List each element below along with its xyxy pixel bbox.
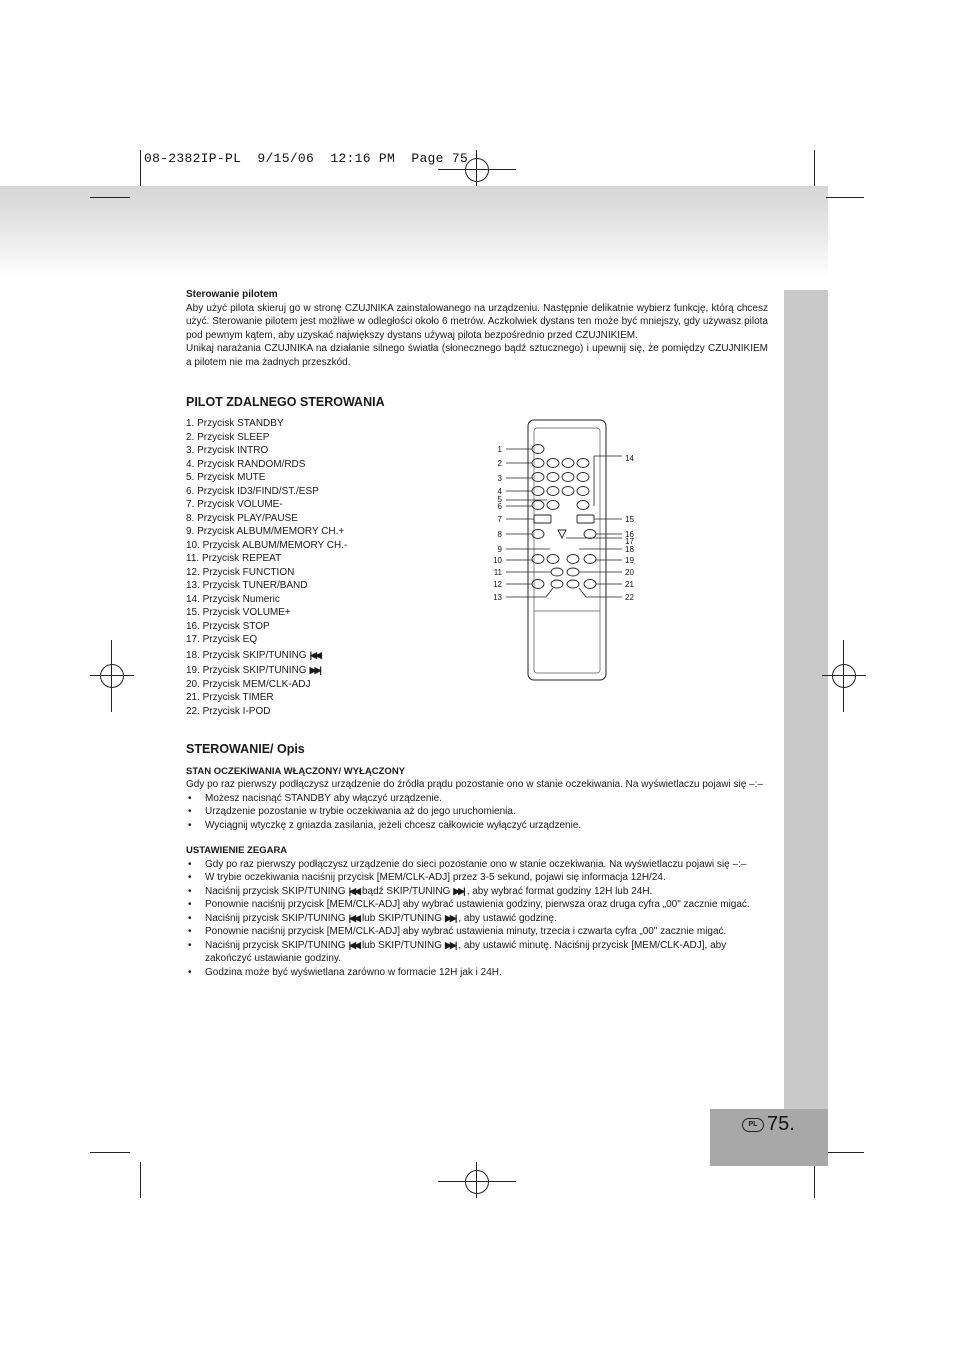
bullet-text: Naciśnij przycisk SKIP/TUNING <box>205 912 346 924</box>
list-item: 10. Przycisk ALBUM/MEMORY CH.- <box>186 539 348 551</box>
list-item: 21. Przycisk TIMER <box>186 692 274 703</box>
diagram-label: 8 <box>497 530 502 539</box>
registration-mark <box>832 664 856 688</box>
list-item: 5. Przycisk MUTE <box>186 472 266 483</box>
bullet-text: Naciśnij przycisk SKIP/TUNING <box>205 939 346 951</box>
diagram-label: 4 <box>497 487 502 496</box>
skip-forward-icon: ▶▶| <box>444 939 456 950</box>
page-number: 75. <box>767 1113 795 1135</box>
list-item: 15. Przycisk VOLUME+ <box>186 607 291 618</box>
crop-mark <box>438 1181 516 1182</box>
list-item: 6. Przycisk ID3/FIND/ST./ESP <box>186 485 319 497</box>
bullet-text: bądź SKIP/TUNING <box>361 885 451 897</box>
diagram-label: 3 <box>497 474 502 483</box>
diagram-label: 14 <box>625 454 634 463</box>
remote-diagram <box>486 418 646 683</box>
crop-mark <box>438 169 516 170</box>
skip-back-icon: |◀◀ <box>348 939 359 950</box>
diagram-label: 22 <box>625 593 634 602</box>
skip-back-icon: |◀◀ <box>348 885 359 896</box>
bullet-text: lub SKIP/TUNING <box>361 939 442 951</box>
header-band <box>0 186 828 278</box>
crop-mark <box>476 150 477 186</box>
crop-mark <box>843 640 844 712</box>
skip-back-icon: |◀◀ <box>348 912 359 923</box>
print-slug: 08-2382IP-PL 9/15/06 12:16 PM Page 75 <box>144 151 469 166</box>
intro-paragraph: Aby użyć pilota skieruj go w stronę CZUJNIKA zainstalowanego na urządzeniu. Następnie delikatnie wybierz funkcję, którą chcesz użyć. Sterowanie pilotem jest możliwe w odległości około 6 metrów. Aczkolwiek dystans ten może być mniejszy, gdy używasz pilota pod pewnym kątem, aby uzyskać największy dystans używaj pilota bezpośrednio przed CZUJNIKIEM. <box>186 302 768 341</box>
bullet-item: • Wyciągnij wtyczkę z gniazda zasilania, jeżeli chcesz całkowicie wyłączyć urządzenie. <box>186 819 768 833</box>
list-item: 20. Przycisk MEM/CLK-ADJ <box>186 678 311 690</box>
skip-forward-icon: ▶▶| <box>444 912 456 923</box>
crop-mark <box>822 675 866 676</box>
bullet-item <box>186 885 768 899</box>
bullet-item: • W trybie oczekiwania naciśnij przycisk [MEM/CLK-ADJ] przez 3-5 sekund, pojawi się informacja 12H/24. <box>186 871 768 885</box>
list-item: 2. Przycisk SLEEP <box>186 431 270 443</box>
crop-mark <box>814 1162 815 1198</box>
list-item-text: 18. Przycisk SKIP/TUNING <box>186 649 307 661</box>
side-tab <box>784 290 828 1110</box>
crop-mark <box>140 1162 141 1198</box>
list-item: 11. Przycisk REPEAT <box>186 553 282 564</box>
crop-mark <box>826 1152 864 1153</box>
intro-heading: Sterowanie pilotem <box>186 289 278 300</box>
diagram-label: 18 <box>625 545 634 554</box>
intro-block <box>186 288 768 369</box>
crop-mark <box>90 197 130 198</box>
skip-back-icon: |◀◀ <box>309 649 320 660</box>
diagram-label: 6 <box>497 502 502 511</box>
diagram-label: 20 <box>625 568 634 577</box>
list-item-text: 19. Przycisk SKIP/TUNING <box>186 665 307 676</box>
crop-mark <box>90 1152 130 1153</box>
crop-mark <box>476 1162 477 1198</box>
bullet-text: , aby wybrać format godziny 12H lub 24H. <box>466 885 653 897</box>
registration-mark <box>465 158 489 182</box>
remote-section-title: PILOT ZDALNEGO STEROWANIA <box>186 395 385 409</box>
list-item <box>186 649 347 663</box>
list-item: 14. Przycisk Numeric <box>186 593 280 605</box>
list-item <box>186 664 347 678</box>
diagram-label: 10 <box>493 556 502 565</box>
language-badge: PL <box>742 1118 764 1132</box>
registration-mark <box>100 664 124 688</box>
diagram-label: 7 <box>497 515 502 524</box>
clock-title: USTAWIENIE ZEGARA <box>186 845 288 856</box>
diagram-label: 16 <box>625 530 634 539</box>
bullet-item: • Godzina może być wyświetlana zarówno w formacie 12H jak i 24H. <box>186 966 768 980</box>
intro-paragraph: Unikaj narażania CZUJNIKA na działanie silnego światła (słonecznego bądź sztucznego) i upewnij się, że pomiędzy CZUJNIKIEM a pilotem nie ma żadnych przeszkód. <box>186 343 768 368</box>
list-item: 4. Przycisk RANDOM/RDS <box>186 458 306 470</box>
bullet-text: Naciśnij przycisk SKIP/TUNING <box>205 885 346 897</box>
diagram-label: 12 <box>493 580 502 589</box>
button-list <box>186 417 347 718</box>
diagram-label: 11 <box>493 568 502 577</box>
crop-mark <box>90 675 134 676</box>
list-item: 8. Przycisk PLAY/PAUSE <box>186 512 298 524</box>
bullet-item: • Możesz nacisnąć STANDBY aby włączyć urządzenie. <box>186 792 768 806</box>
crop-mark <box>111 640 112 712</box>
diagram-label: 5 <box>497 495 502 504</box>
bullet-item: • Urządzenie pozostanie w trybie oczekiwania aż do jego uruchomienia. <box>186 805 768 819</box>
bullet-text: , aby ustawić minutę. Naciśnij przycisk [MEM/CLK-ADJ], aby zakończyć ustawianie godziny. <box>205 939 727 964</box>
crop-mark <box>140 150 141 186</box>
bullet-item <box>186 912 768 926</box>
diagram-label: 9 <box>497 545 502 554</box>
list-item: 16. Przycisk STOP <box>186 620 270 632</box>
bullet-item: • Ponownie naciśnij przycisk [MEM/CLK-ADJ] aby wybrać ustawienia godziny, pierwsza oraz druga cyfra „00" zacznie migać. <box>186 898 768 912</box>
list-item: 12. Przycisk FUNCTION <box>186 566 295 578</box>
diagram-label: 21 <box>625 580 634 589</box>
bullet-item: • Ponownie naciśnij przycisk [MEM/CLK-ADJ] aby wybrać ustawienia minuty, trzecia i czwarta cyfra „00" zacznie migać. <box>186 925 768 939</box>
list-item: 22. Przycisk I-POD <box>186 705 271 717</box>
bullet-text: , aby ustawić godzinę. <box>458 912 557 924</box>
list-item: 7. Przycisk VOLUME- <box>186 499 283 510</box>
list-item: 13. Przycisk TUNER/BAND <box>186 580 308 591</box>
diagram-label: 19 <box>625 556 634 565</box>
diagram-label: 17 <box>625 537 634 546</box>
standby-title: STAN OCZEKIWANIA WŁĄCZONY/ WYŁĄCZONY <box>186 765 406 777</box>
list-item: 1. Przycisk STANDBY <box>186 418 284 429</box>
skip-forward-icon: ▶▶| <box>309 665 320 675</box>
standby-paragraph: Gdy po raz pierwszy podłączysz urządzenie do źródła prądu pozostanie ono w stanie oczekiwania. Na wyświetlaczu pojawi się –:– <box>186 779 763 790</box>
bullet-item <box>186 939 768 966</box>
control-section <box>186 743 768 979</box>
diagram-label: 13 <box>493 593 502 602</box>
registration-mark <box>465 1170 489 1194</box>
diagram-label: 15 <box>625 515 634 524</box>
diagram-label: 1 <box>497 445 502 454</box>
control-section-title: STEROWANIE/ Opis <box>186 742 305 756</box>
bullet-item: • Gdy po raz pierwszy podłączysz urządzenie do sieci pozostanie ono w stanie oczekiwania. Na wyświetlaczu pojawi się –:– <box>186 858 768 872</box>
list-item: 3. Przycisk INTRO <box>186 445 269 456</box>
list-item: 9. Przycisk ALBUM/MEMORY CH.+ <box>186 526 345 537</box>
skip-forward-icon: ▶▶| <box>453 885 464 896</box>
list-item: 17. Przycisk EQ <box>186 634 258 645</box>
crop-mark <box>814 150 815 186</box>
bullet-text: lub SKIP/TUNING <box>361 912 442 924</box>
diagram-label: 2 <box>497 459 502 468</box>
crop-mark <box>826 197 864 198</box>
